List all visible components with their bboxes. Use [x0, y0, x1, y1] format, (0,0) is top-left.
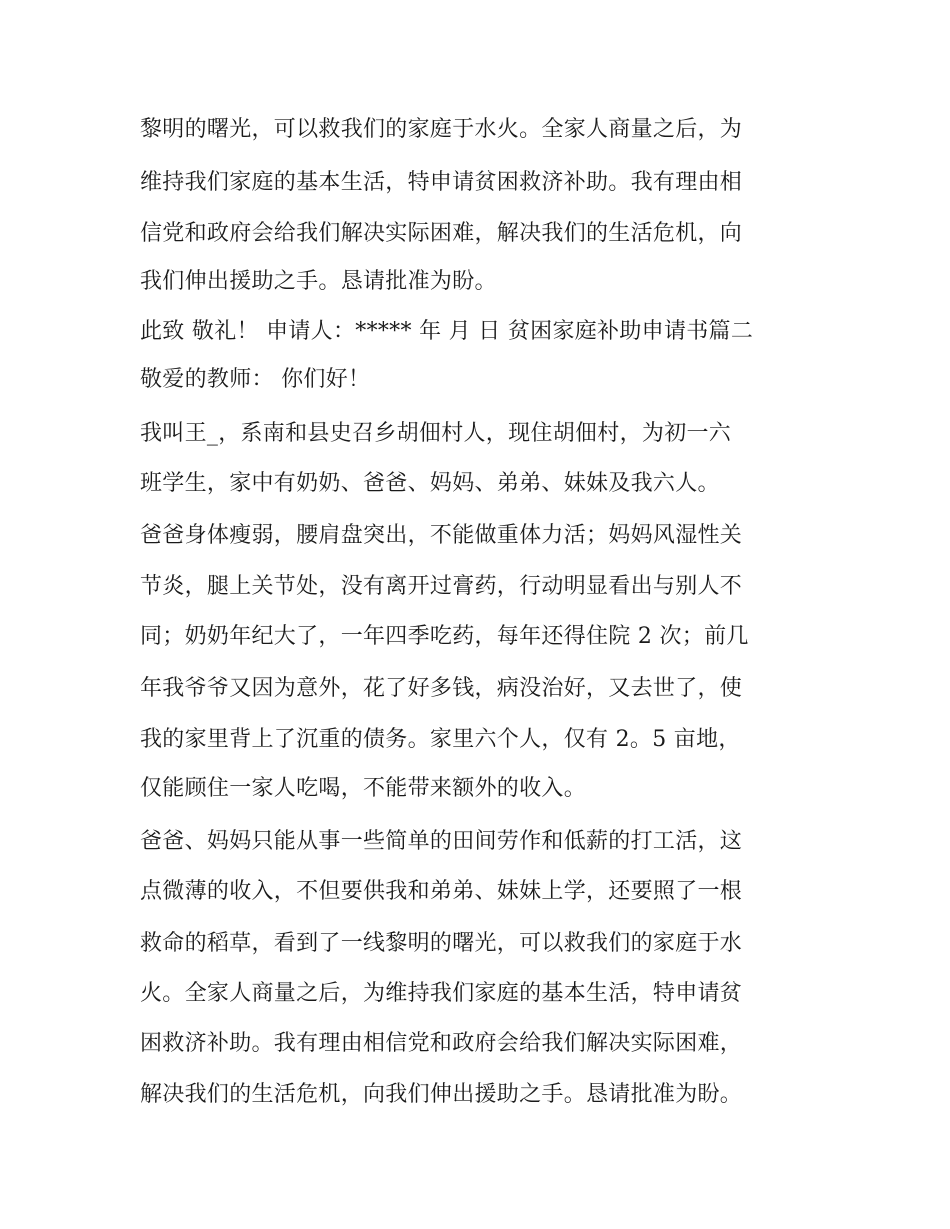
text-line: 维持我们家庭的基本生活，特申请贫困救济补助。我有理由相 [140, 170, 743, 195]
text-line: 班学生，家中有奶奶、爸爸、妈妈、弟弟、妹妹及我六人。 [140, 471, 720, 496]
text-line: 火。全家人商量之后，为维持我们家庭的基本生活，特申请贫 [140, 981, 743, 1006]
text-line: 我的家里背上了沉重的债务。家里六个人，仅有 2。5 亩地， [140, 727, 741, 752]
text-line: 年我爷爷又因为意外，花了好多钱，病没治好，又去世了，使 [140, 676, 743, 701]
text-line: 同；奶奶年纪大了，一年四季吃药，每年还得住院 2 次；前几 [140, 624, 749, 649]
text-line: 爸爸身体瘦弱，腰肩盘突出，不能做重体力活；妈妈风湿性关 [140, 523, 743, 548]
text-line: 解决我们的生活危机，向我们伸出援助之手。恳请批准为盼。 [140, 1082, 743, 1107]
text-line: 点微薄的收入，不但要供我和弟弟、妹妹上学，还要照了一根 [140, 879, 743, 904]
text-line: 我们伸出援助之手。恳请批准为盼。 [140, 269, 497, 294]
text-line: 爸爸、妈妈只能从事一些简单的田间劳作和低薪的打工活，这 [140, 829, 743, 854]
text-line: 仅能顾住一家人吃喝，不能带来额外的收入。 [140, 776, 587, 801]
text-line: 信党和政府会给我们解决实际困难，解决我们的生活危机，向 [140, 221, 743, 246]
text-line: 救命的稻草，看到了一线黎明的曙光，可以救我们的家庭于水 [140, 931, 743, 956]
text-line: 敬爱的教师： 你们好！ [140, 367, 371, 392]
text-line: 此致 敬礼！ 申请人：***** 年 月 日 贫困家庭补助申请书篇二 [140, 319, 754, 344]
text-line: 黎明的曙光，可以救我们的家庭于水火。全家人商量之后，为 [140, 117, 743, 142]
text-line: 我叫王_，系南和县史召乡胡佃村人，现住胡佃村，为初一六 [140, 421, 732, 446]
text-line: 困救济补助。我有理由相信党和政府会给我们解决实际困难， [140, 1031, 743, 1056]
text-line: 节炎，腿上关节处，没有离开过膏药，行动明显看出与别人不 [140, 574, 743, 599]
